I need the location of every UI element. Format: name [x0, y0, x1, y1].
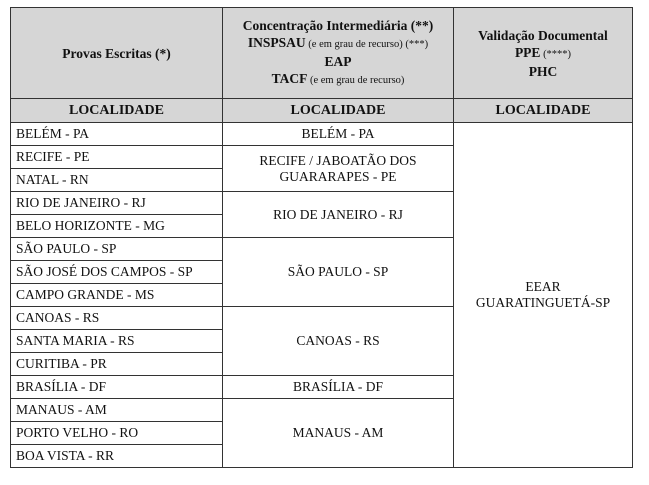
- intermediate-recife-line1: RECIFE / JABOATÃO DOS: [259, 152, 417, 168]
- header-written-exams: [11, 8, 223, 99]
- header-inspsau-note: (e em grau de recurso) (***): [305, 39, 429, 50]
- city-cell: MANAUS - AM: [11, 399, 223, 422]
- header-written-exams-label: Provas Escritas (*): [62, 45, 171, 61]
- subheader-locality-2: LOCALIDADE: [223, 99, 454, 123]
- header-intermediate-concentration: [223, 8, 454, 99]
- table-row: [11, 123, 633, 146]
- city-cell: CAMPO GRANDE - MS: [11, 284, 223, 307]
- subheader-locality-1: LOCALIDADE: [11, 99, 223, 123]
- header-eap-label: EAP: [324, 54, 352, 69]
- intermediate-cell-belem: BELÉM - PA: [223, 123, 454, 146]
- validation-eear: EEAR: [525, 279, 561, 294]
- city-cell: BELO HORIZONTE - MG: [11, 215, 223, 238]
- header-document-validation: [454, 8, 633, 99]
- header-intermediate-line1: Concentração Intermediária (**): [242, 18, 434, 33]
- intermediate-cell-canoas: CANOAS - RS: [223, 307, 454, 376]
- header-inspsau-label: INSPSAU: [247, 35, 306, 50]
- validation-guaratingueta: GUARATINGUETÁ-SP: [475, 295, 611, 310]
- header-row: [11, 8, 633, 99]
- locations-table-wrapper: [10, 7, 633, 468]
- city-cell: RIO DE JANEIRO - RJ: [11, 192, 223, 215]
- city-cell: BELÉM - PA: [11, 123, 223, 146]
- header-validation-line2: [458, 44, 628, 63]
- header-ppe-note: (****): [540, 48, 572, 60]
- city-cell: NATAL - RN: [11, 169, 223, 192]
- city-cell: BRASÍLIA - DF: [11, 376, 223, 399]
- intermediate-cell-sao-paulo: SÃO PAULO - SP: [223, 238, 454, 307]
- header-intermediate-line2: [227, 34, 449, 53]
- city-cell: SÃO PAULO - SP: [11, 238, 223, 261]
- header-validation-line1: Validação Documental: [478, 27, 608, 43]
- header-tacf-note: (e em grau de recurso): [307, 75, 405, 86]
- intermediate-cell-manaus: MANAUS - AM: [223, 399, 454, 468]
- header-intermediate-line4: [227, 70, 449, 89]
- header-phc-label: PHC: [528, 63, 558, 79]
- city-cell: CURITIBA - PR: [11, 353, 223, 376]
- subheader-locality-3: LOCALIDADE: [454, 99, 633, 123]
- intermediate-cell-brasilia: BRASÍLIA - DF: [223, 376, 454, 399]
- header-ppe-label: PPE: [514, 44, 541, 60]
- city-cell: SÃO JOSÉ DOS CAMPOS - SP: [11, 261, 223, 284]
- city-cell: CANOAS - RS: [11, 307, 223, 330]
- city-cell: SANTA MARIA - RS: [11, 330, 223, 353]
- intermediate-cell-rio: RIO DE JANEIRO - RJ: [223, 192, 454, 238]
- intermediate-recife-line2: GUARARAPES - PE: [279, 168, 397, 184]
- validation-cell: [454, 123, 633, 468]
- intermediate-cell-recife: [223, 146, 454, 192]
- city-cell: BOA VISTA - RR: [11, 445, 223, 468]
- header-tacf-label: TACF: [271, 71, 308, 86]
- city-cell: PORTO VELHO - RO: [11, 422, 223, 445]
- city-cell: RECIFE - PE: [11, 146, 223, 169]
- subheader-row: [11, 99, 633, 123]
- locations-table: [10, 7, 633, 468]
